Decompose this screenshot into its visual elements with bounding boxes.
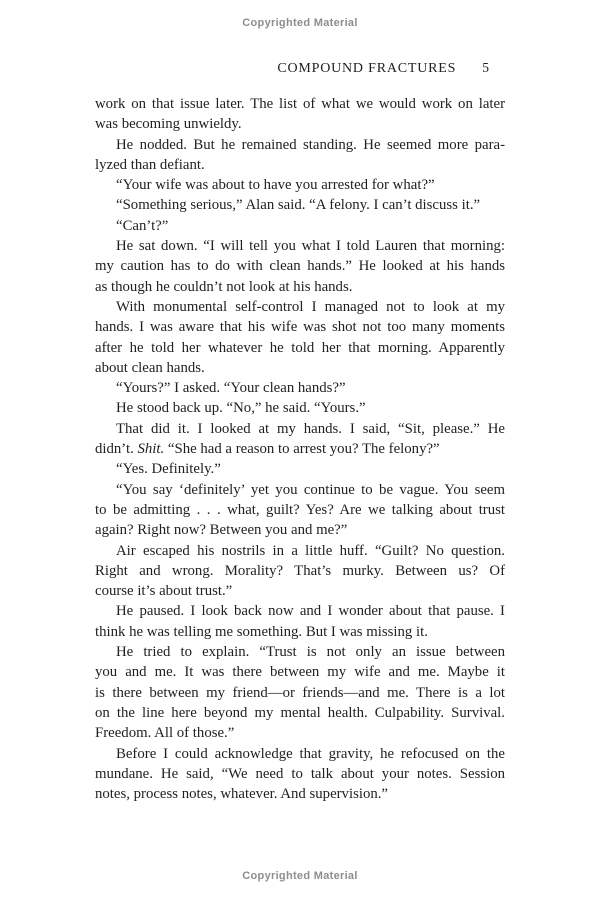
body-text: [95, 94, 505, 804]
running-title: COMPOUND FRACTURES: [277, 61, 457, 76]
text-line: lyzed than defiant.: [95, 156, 205, 173]
text-line: “Something serious,” Alan said. “A felony. I can’t discuss it.”: [116, 197, 481, 214]
text-line: “Yours?” I asked. “Your clean hands?”: [116, 380, 346, 397]
page-number: 5: [482, 60, 489, 75]
text-line: on the line here beyond my mental health. Culpability. Survival.: [95, 704, 505, 721]
text-line: is there between my friend—or friends—and me. There is a lot: [95, 684, 505, 701]
text-line: about clean hands.: [95, 359, 205, 376]
text-line: He paused. I look back now and I wonder about that pause. I: [116, 603, 505, 620]
text-line: think he was telling me something. But I was missing it.: [95, 623, 428, 640]
copyright-notice-top: Copyrighted Material: [242, 17, 358, 29]
text-line: Before I could acknowledge that gravity, he refocused on the: [116, 745, 505, 762]
text-line: to be admitting . . . what, guilt? Yes? Are we talking about trust: [95, 501, 505, 518]
text-line: “Can’t?”: [116, 217, 169, 234]
text-line: you and me. It was there between my wife and me. Maybe it: [95, 664, 505, 681]
text-line: Right and wrong. Morality? That’s murky. Between us? Of: [95, 562, 505, 579]
page-header: [95, 60, 505, 77]
text-line: “Yes. Definitely.”: [116, 461, 221, 478]
text-line: He nodded. But he remained standing. He seemed more para-: [116, 136, 505, 153]
text-line: again? Right now? Between you and me?”: [95, 522, 348, 539]
text-line: That did it. I looked at my hands. I said, “Sit, please.” He: [116, 420, 505, 437]
text-line: He sat down. “I will tell you what I told Lauren that morning:: [116, 238, 505, 255]
text-line: Freedom. All of those.”: [95, 725, 235, 742]
text-line: course it’s about trust.”: [95, 583, 233, 600]
text-line: He stood back up. “No,” he said. “Yours.”: [116, 400, 366, 417]
text-line: He tried to explain. “Trust is not only an issue between: [116, 644, 505, 661]
text-line: my caution has to do with clean hands.” He looked at his hands: [95, 258, 505, 275]
text-line: after he told her whatever he told her that morning. Apparently: [95, 339, 505, 356]
text-line: Air escaped his nostrils in a little huff. “Guilt? No question.: [116, 542, 505, 559]
text-line: didn’t. Shit. “She had a reason to arrest you? The felony?”: [95, 441, 440, 458]
text-line: “You say ‘definitely’ yet you continue to be vague. You seem: [116, 481, 505, 498]
text-line: was becoming unwieldy.: [95, 116, 242, 133]
text-line: “Your wife was about to have you arrested for what?”: [116, 177, 435, 194]
text-line: as though he couldn’t not look at his hands.: [95, 278, 353, 295]
text-line: With monumental self-control I managed not to look at my: [116, 298, 505, 315]
text-line: hands. I was aware that his wife was shot not too many moments: [95, 319, 505, 336]
text-line: work on that issue later. The list of what we would work on later: [95, 96, 505, 112]
text-line: mundane. He said, “We need to talk about your notes. Session: [95, 765, 505, 782]
copyright-notice-bottom: Copyrighted Material: [242, 870, 358, 882]
text-line: notes, process notes, whatever. And supervision.”: [95, 786, 389, 803]
